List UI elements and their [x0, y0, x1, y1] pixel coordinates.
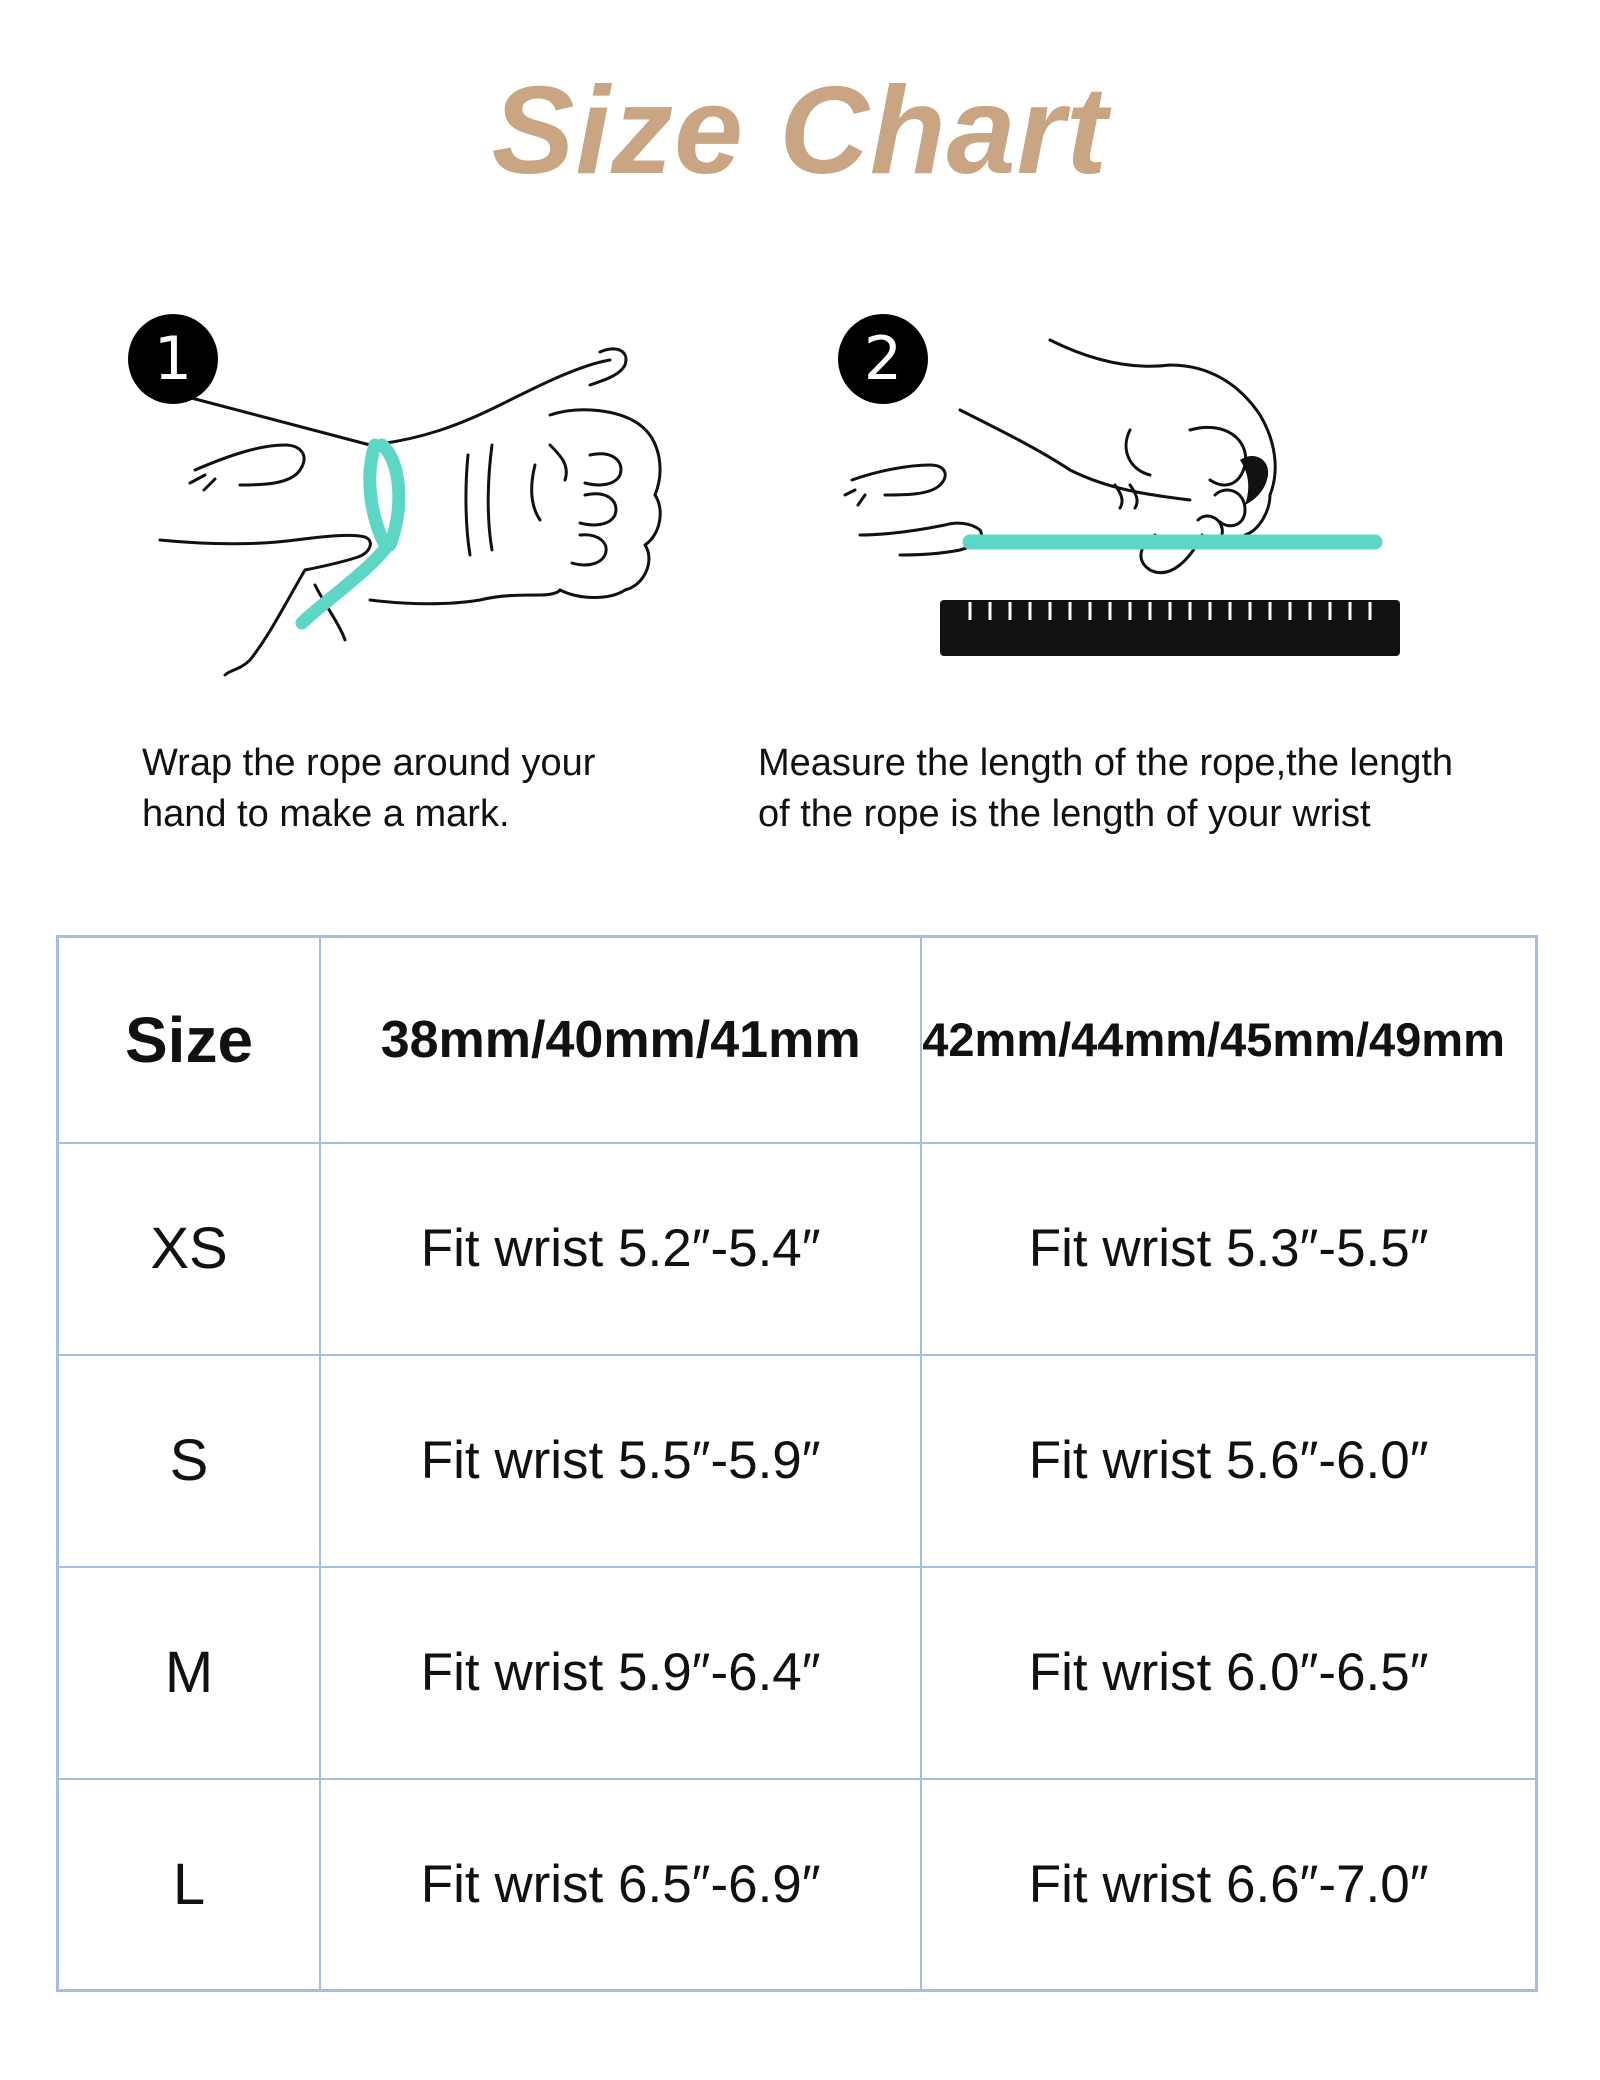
step-1-number-badge: 1	[128, 314, 218, 404]
header-large-case: 42mm/44mm/45mm/49mm	[921, 937, 1536, 1143]
step-2-caption-line: Measure the length of the rope,the length	[758, 742, 1454, 784]
fit-cell: Fit wrist 6.0″-6.5″	[921, 1567, 1536, 1779]
fit-cell: Fit wrist 5.6″-6.0″	[921, 1355, 1536, 1567]
fit-cell: Fit wrist 6.5″-6.9″	[320, 1779, 921, 1991]
header-small-case: 38mm/40mm/41mm	[320, 937, 921, 1143]
fit-cell: Fit wrist 5.3″-5.5″	[921, 1143, 1536, 1355]
step-1-caption-line: Wrap the rope around your	[142, 742, 596, 784]
size-cell: L	[58, 1779, 321, 1991]
fit-cell: Fit wrist 5.9″-6.4″	[320, 1567, 921, 1779]
table-row	[58, 1143, 1537, 1355]
step-1-caption-line: hand to make a mark.	[142, 793, 510, 835]
step-2-caption-line: of the rope is the length of your wrist	[758, 793, 1371, 835]
fit-cell: Fit wrist 5.2″-5.4″	[320, 1143, 921, 1355]
size-table	[56, 935, 1538, 1992]
size-cell: XS	[58, 1143, 321, 1355]
table-row	[58, 1567, 1537, 1779]
table-row	[58, 1779, 1537, 1991]
page-title: Size Chart	[491, 62, 1109, 200]
fit-cell: Fit wrist 6.6″-7.0″	[921, 1779, 1536, 1991]
size-cell: M	[58, 1567, 321, 1779]
step-1-caption	[142, 738, 595, 840]
table-row	[58, 1355, 1537, 1567]
size-cell: S	[58, 1355, 321, 1567]
step-2-caption	[758, 738, 1453, 840]
header-size: Size	[58, 937, 321, 1143]
step-2-number-badge: 2	[838, 314, 928, 404]
table-header-row	[58, 937, 1537, 1143]
fit-cell: Fit wrist 5.5″-5.9″	[320, 1355, 921, 1567]
